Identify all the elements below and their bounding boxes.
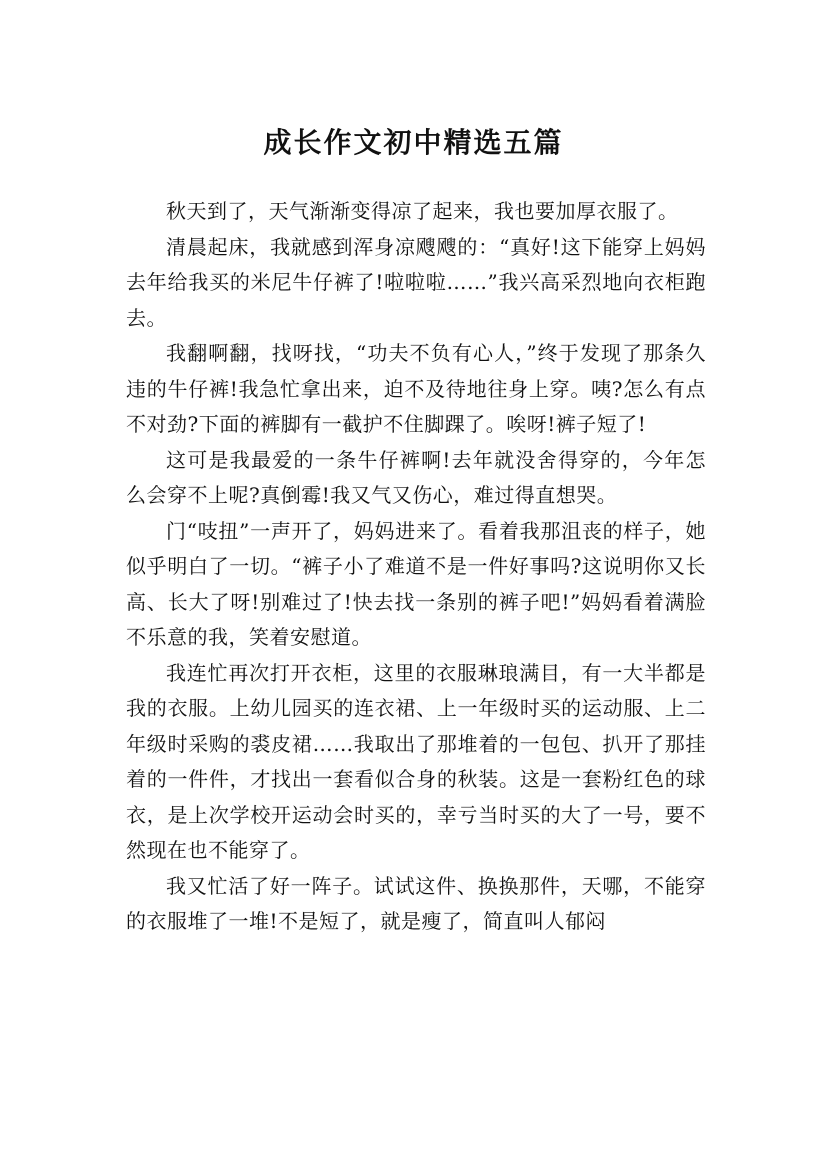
paragraph: 秋天到了，天气渐渐变得凉了起来，我也要加厚衣服了。 [166,199,679,223]
paragraph: 这可是我最爱的一条牛仔裤啊!去年就没舍得穿的，今年怎么会穿不上呢?真倒霉!我又气又伤心，难过得直想哭。 [126,447,706,507]
document-body [126,194,706,940]
document-title: 成长作文初中精选五篇 [263,125,564,159]
paragraph: 清晨起床，我就感到浑身凉飕飕的：“真好!这下能穿上妈妈去年给我买的米尼牛仔裤了!啦啦啦……”我兴高采烈地向衣柜跑去。 [126,234,706,330]
paragraph: 我又忙活了好一阵子。试试这件、换换那件，天哪，不能穿的衣服堆了一堆!不是短了，就是瘦了，简直叫人郁闷 [126,873,706,933]
paragraph: 门“吱扭”一声开了，妈妈进来了。看着我那沮丧的样子，她似乎明白了一切。“裤子小了难道不是一件好事吗?这说明你又长高、长大了呀!别难过了!快去找一条别的裤子吧!”妈妈看着满脸不乐意的我，笑着安慰道。 [126,518,706,649]
paragraph: 我连忙再次打开衣柜，这里的衣服琳琅满目，有一大半都是我的衣服。上幼儿园买的连衣裙、上一年级时买的运动服、上二年级时采购的裘皮裙……我取出了那堆着的一包包、扒开了那挂着的一件件，才找出一套看似合身的秋装。这是一套粉红色的球衣，是上次学校开运动会时买的，幸亏当时买的大了一号，要不然现在也不能穿了。 [126,660,706,862]
paragraph: 我翻啊翻，找呀找，“功夫不负有心人，”终于发现了那条久违的牛仔裤!我急忙拿出来，迫不及待地往身上穿。咦?怎么有点不对劲?下面的裤脚有一截护不住脚踝了。唉呀!裤子短了! [126,341,706,436]
